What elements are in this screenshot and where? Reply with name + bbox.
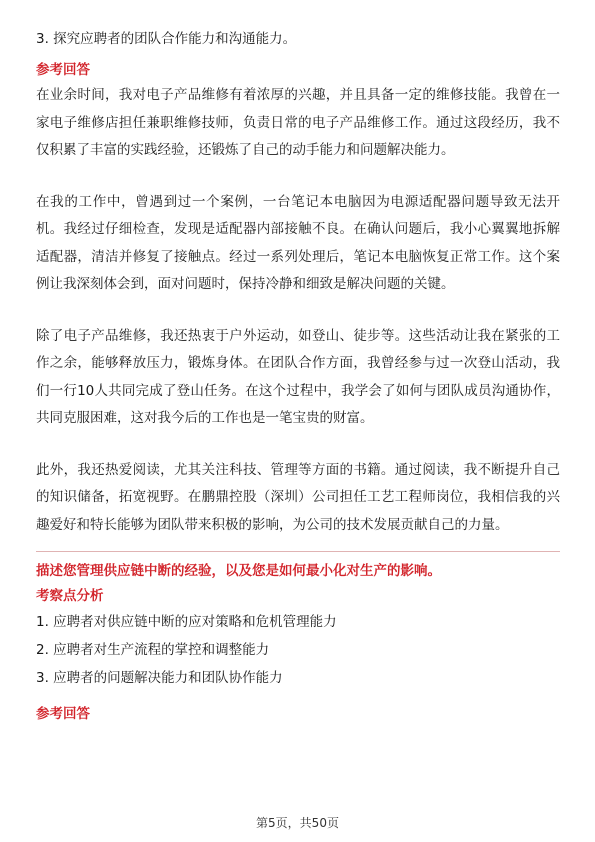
answer-heading-2: 参考回答 <box>36 706 90 722</box>
answer-paragraph-1: 在业余时间，我对电子产品维修有着浓厚的兴趣，并且具备一定的维修技能。我曾在一家电子维修店担任兼职维修技师，负责日常的电子产品维修工作。通过这段经历，我不仅积累了丰富的实践经验，还锻炼了自己的动手能力和问题解决能力。 <box>36 87 560 158</box>
answer-paragraph-3: 除了电子产品维修，我还热衷于户外运动，如登山、徒步等。这些活动让我在紧张的工作之余，能够释放压力，锻炼身体。在团队合作方面，我曾经参与过一次登山活动，我们一行10人共同完成了登山任务。在这个过程中，我学会了如何与团队成员沟通协作，共同克服困难，这对我今后的工作也是一笔宝贵的财富。 <box>36 327 560 426</box>
page-content <box>36 26 560 726</box>
section-divider <box>36 551 560 552</box>
question-title: 描述您管理供应链中断的经验，以及您是如何最小化对生产的影响。 <box>36 563 441 579</box>
page-footer: 第5页，共50页 <box>256 816 339 830</box>
analysis-item-3: 3. 应聘者的问题解决能力和团队协作能力 <box>36 670 283 686</box>
answer-paragraph-4: 此外，我还热爱阅读，尤其关注科技、管理等方面的书籍。通过阅读，我不断提升自己的知识储备，拓宽视野。在鹏鼎控股（深圳）公司担任工艺工程师岗位，我相信我的兴趣爱好和特长能够为团队带来积极的影响，为公司的技术发展贡献自己的力量。 <box>36 461 560 533</box>
analysis-heading: 考察点分析 <box>36 588 104 604</box>
evaluation-item-3: 3. 探究应聘者的团队合作能力和沟通能力。 <box>36 31 297 47</box>
analysis-item-1: 1. 应聘者对供应链中断的应对策略和危机管理能力 <box>36 614 337 630</box>
analysis-item-2: 2. 应聘者对生产流程的掌控和调整能力 <box>36 642 270 658</box>
answer-heading: 参考回答 <box>36 62 90 78</box>
answer-paragraph-2: 在我的工作中，曾遇到过一个案例，一台笔记本电脑因为电源适配器问题导致无法开机。我经过仔细检查，发现是适配器内部接触不良。在确认问题后，我小心翼翼地拆解适配器，清洁并修复了接触点。经过一系列处理后，笔记本电脑恢复正常工作。这个案例让我深刻体会到，面对问题时，保持冷静和细致是解决问题的关键。 <box>36 193 560 292</box>
